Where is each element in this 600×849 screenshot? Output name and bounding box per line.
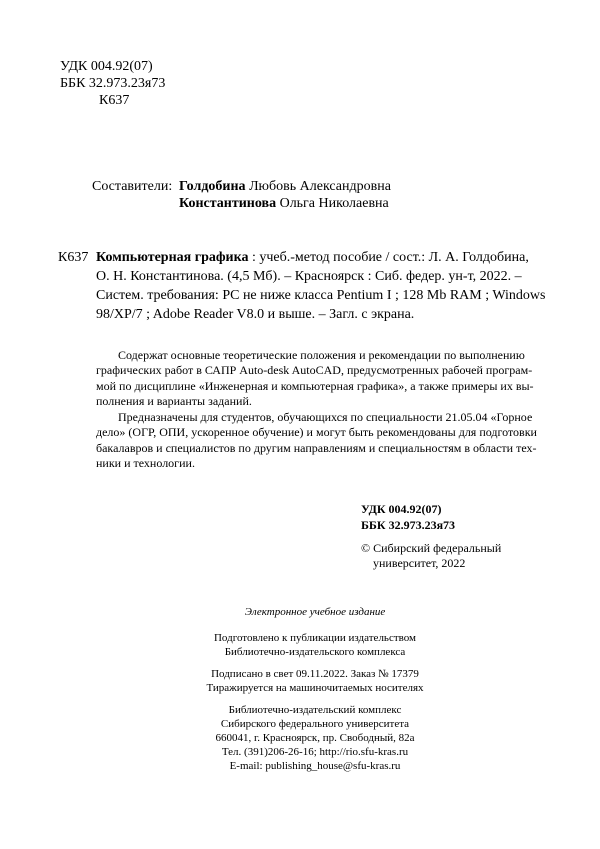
abstract-line: полнения и варианты заданий. (96, 394, 252, 408)
compiler-2-name: Ольга Николаевна (276, 196, 389, 211)
compiler-1-surname: Голдобина (179, 179, 246, 194)
abstract-line: дело» (ОГР, ОПИ, ускоренное обучение) и могут быть рекомендованы для подготовки (96, 425, 537, 439)
compilers-label: Составители: (92, 179, 173, 194)
bibliography-line-2: О. Н. Константинова. (4,5 Мб). – Красноярск : Сиб. федер. ун-т, 2022. – (96, 269, 522, 284)
signed-line: Подписано в свет 09.11.2022. Заказ № 17379 (211, 668, 419, 680)
prepared-line-2: Библиотечно-издательского комплекса (224, 646, 406, 658)
publisher-line-2: Сибирского федерального университета (220, 718, 410, 730)
copies-line: Тиражируется на машиночитаемых носителях (206, 682, 424, 694)
bbk-index: ББК 32.973.23я73 (60, 76, 166, 91)
compiler-1-name: Любовь Александровна (245, 179, 391, 194)
abstract-line: Предназначены для студентов, обучающихся по специальности 21.05.04 «Горное (118, 410, 533, 424)
bibliography-line-1 (96, 248, 529, 267)
abstract-line: бакалавров и специалистов по другим направлениям и специальностям в области тех- (96, 441, 537, 455)
publisher-contacts: Тел. (391)206-26-16; http://rio.sfu-kras.ru (221, 746, 409, 758)
bibliography-line-3: Систем. требования: PC не ниже класса Pentium I ; 128 Mb RAM ; Windows (96, 288, 546, 303)
book-title: Компьютерная графика (96, 250, 249, 265)
bibliography-code: К637 (58, 250, 89, 265)
bibliography-line-4: 98/XP/7 ; Adobe Reader V8.0 и выше. – Загл. с экрана. (96, 307, 415, 322)
publisher-email: E-mail: publishing_house@sfu-kras.ru (229, 760, 401, 772)
copyright-line-2: университет, 2022 (373, 556, 466, 570)
publisher-line-1: Библиотечно-издательский комплекс (228, 704, 402, 716)
author-code: К637 (99, 93, 130, 108)
edition-type: Электронное учебное издание (244, 606, 386, 618)
udk-index: УДК 004.92(07) (60, 59, 153, 74)
bbk-index-right: ББК 32.973.23я73 (361, 518, 456, 532)
copyright-line-1: © Сибирский федеральный (361, 541, 502, 555)
abstract-line: мой по дисциплине «Инженерная и компьютерная графика», а также примеры их вы- (96, 379, 534, 393)
bibliography-line-1-rest: : учеб.-метод пособие / сост.: Л. А. Голдобина, (248, 250, 529, 265)
abstract-line: ники и технологии. (96, 456, 195, 470)
compiler-2 (179, 194, 389, 213)
compiler-2-surname: Константинова (179, 196, 277, 211)
abstract-line: Содержат основные теоретические положения и рекомендации по выполнению (118, 348, 525, 362)
udk-index-right: УДК 004.92(07) (361, 502, 442, 516)
abstract-line: графических работ в САПР Auto-desk AutoCAD, предусмотренных рабочей програм- (96, 363, 533, 377)
publisher-address: 660041, г. Красноярск, пр. Свободный, 82а (215, 732, 415, 744)
prepared-line-1: Подготовлено к публикации издательством (213, 632, 417, 644)
